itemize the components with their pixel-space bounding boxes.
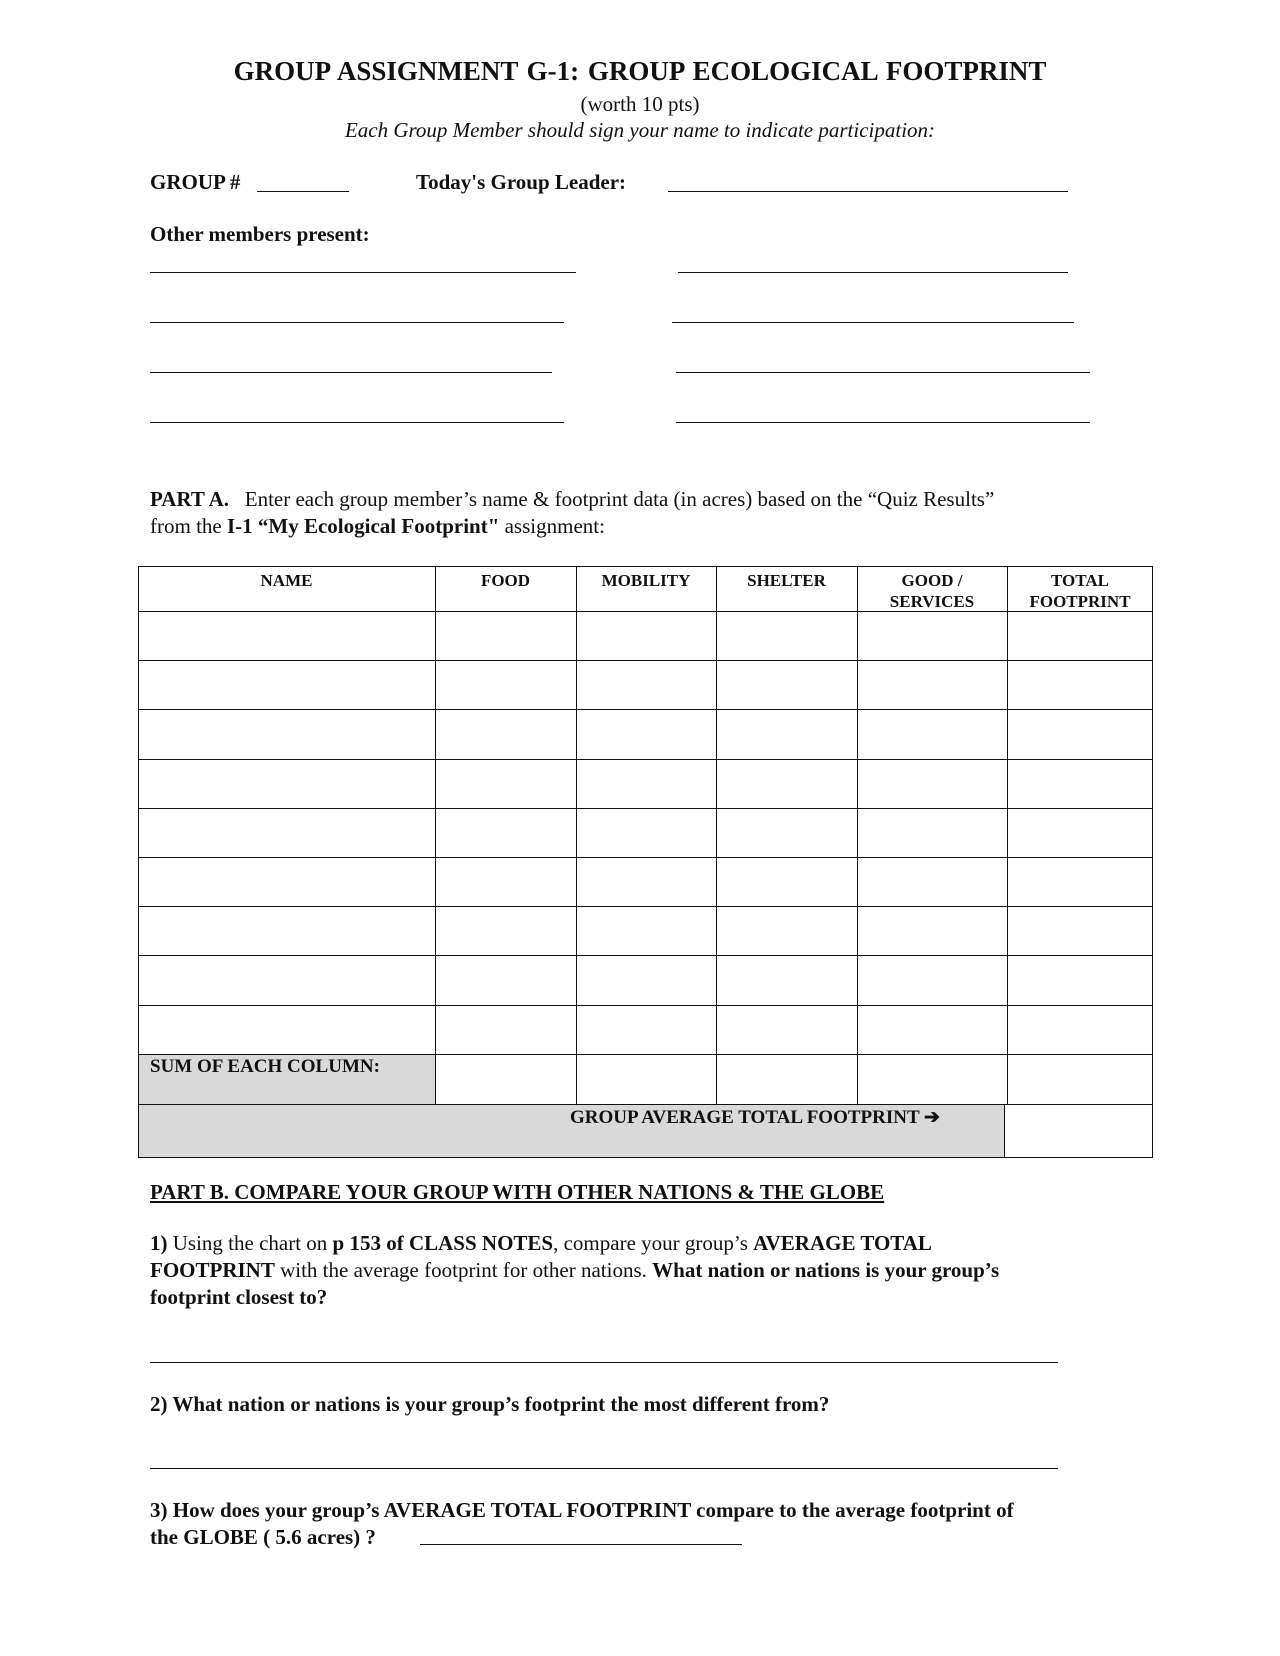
table-col-divider (1007, 566, 1008, 1104)
page-title: GROUP ASSIGNMENT G-1: GROUP ECOLOGICAL FOOTPRINT (233, 56, 1047, 86)
table-border-bottom (138, 1157, 1153, 1158)
part-b-heading: PART B. COMPARE YOUR GROUP WITH OTHER NATIONS & THE GLOBE (150, 1180, 885, 1204)
q1-question-b: footprint closest to? (150, 1285, 328, 1309)
col-header-food: FOOD (480, 571, 531, 590)
question-1 (150, 1230, 1150, 1311)
group-average-label: GROUP AVERAGE TOTAL FOOTPRINT ➔ (570, 1107, 940, 1128)
part-a-text-1: Enter each group member’s name & footprint data (in acres) based on the “Quiz Results” (244, 487, 995, 511)
group-leader-label: Today's Group Leader: (416, 170, 627, 194)
group-leader-field[interactable] (668, 191, 1068, 192)
sum-row-label: SUM OF EACH COLUMN: (150, 1056, 380, 1077)
part-a-text-2-prefix: from the (150, 514, 227, 538)
q1-text-c: , compare your group’s (553, 1231, 754, 1255)
q1-text-f: with the average footprint for other nations. (274, 1258, 653, 1282)
table-row-divider (138, 955, 1153, 956)
part-a-assignment-name: I-1 “My Ecological Footprint" (226, 514, 500, 538)
table-border-right (1152, 566, 1153, 1158)
table-border-top (138, 566, 1153, 567)
member-field-7[interactable] (150, 422, 564, 423)
table-row-divider (138, 709, 1153, 710)
member-field-1[interactable] (150, 272, 576, 273)
table-col-divider (716, 566, 717, 1104)
part-a-label: PART A. (150, 487, 229, 511)
points-worth: (worth 10 pts) (580, 92, 700, 116)
q1-number: 1) (150, 1231, 168, 1255)
col-header-total-footprint: TOTAL FOOTPRINT (1029, 571, 1131, 611)
q1-text-a: Using the chart on (167, 1231, 333, 1255)
col-header-shelter: SHELTER (747, 571, 826, 590)
table-border-left (138, 566, 139, 1158)
q1-class-notes-ref: p 153 of CLASS NOTES (332, 1231, 554, 1255)
table-row-divider (138, 1104, 1153, 1105)
member-field-2[interactable] (678, 272, 1068, 273)
table-col-divider (435, 566, 436, 1104)
group-number-field[interactable] (257, 191, 349, 192)
average-cell-divider (1004, 1104, 1005, 1158)
part-a-text-2-suffix: assignment: (499, 514, 605, 538)
table-row-divider (138, 759, 1153, 760)
table-row-divider (138, 660, 1153, 661)
q1-answer-field[interactable] (150, 1362, 1058, 1363)
col-header-name: NAME (260, 571, 313, 590)
question-2: 2) What nation or nations is your group’s footprint the most different from? (150, 1392, 830, 1416)
group-number-label: GROUP # (150, 170, 241, 194)
table-row-divider (138, 906, 1153, 907)
question-3 (150, 1497, 1150, 1551)
q1-question-a: What nation or nations is your group’s (652, 1258, 1000, 1282)
col-header-mobility: MOBILITY (601, 571, 691, 590)
table-row-divider (138, 1054, 1153, 1055)
member-field-3[interactable] (150, 322, 564, 323)
table-row-divider (138, 857, 1153, 858)
member-field-6[interactable] (676, 372, 1090, 373)
q3-line-2: the GLOBE ( 5.6 acres) ? (150, 1525, 376, 1549)
q1-footprint: FOOTPRINT (150, 1258, 275, 1282)
member-field-4[interactable] (672, 322, 1074, 323)
table-row-divider (138, 611, 1153, 612)
q2-answer-field[interactable] (150, 1468, 1058, 1469)
member-field-8[interactable] (676, 422, 1090, 423)
member-field-5[interactable] (150, 372, 552, 373)
signature-instruction: Each Group Member should sign your name to indicate participation: (344, 118, 936, 142)
table-col-divider (576, 566, 577, 1104)
table-row-divider (138, 808, 1153, 809)
table-col-divider (857, 566, 858, 1104)
footprint-table (138, 566, 1153, 1158)
col-header-goods-services: GOOD / SERVICES (889, 571, 975, 611)
other-members-label: Other members present: (150, 222, 370, 246)
q1-average-total: AVERAGE TOTAL (753, 1231, 932, 1255)
q3-line-1: 3) How does your group’s AVERAGE TOTAL FOOTPRINT compare to the average footprint of (150, 1498, 1014, 1522)
table-row-divider (138, 1005, 1153, 1006)
q3-answer-field[interactable] (420, 1544, 742, 1545)
part-a-instructions (150, 486, 1150, 540)
